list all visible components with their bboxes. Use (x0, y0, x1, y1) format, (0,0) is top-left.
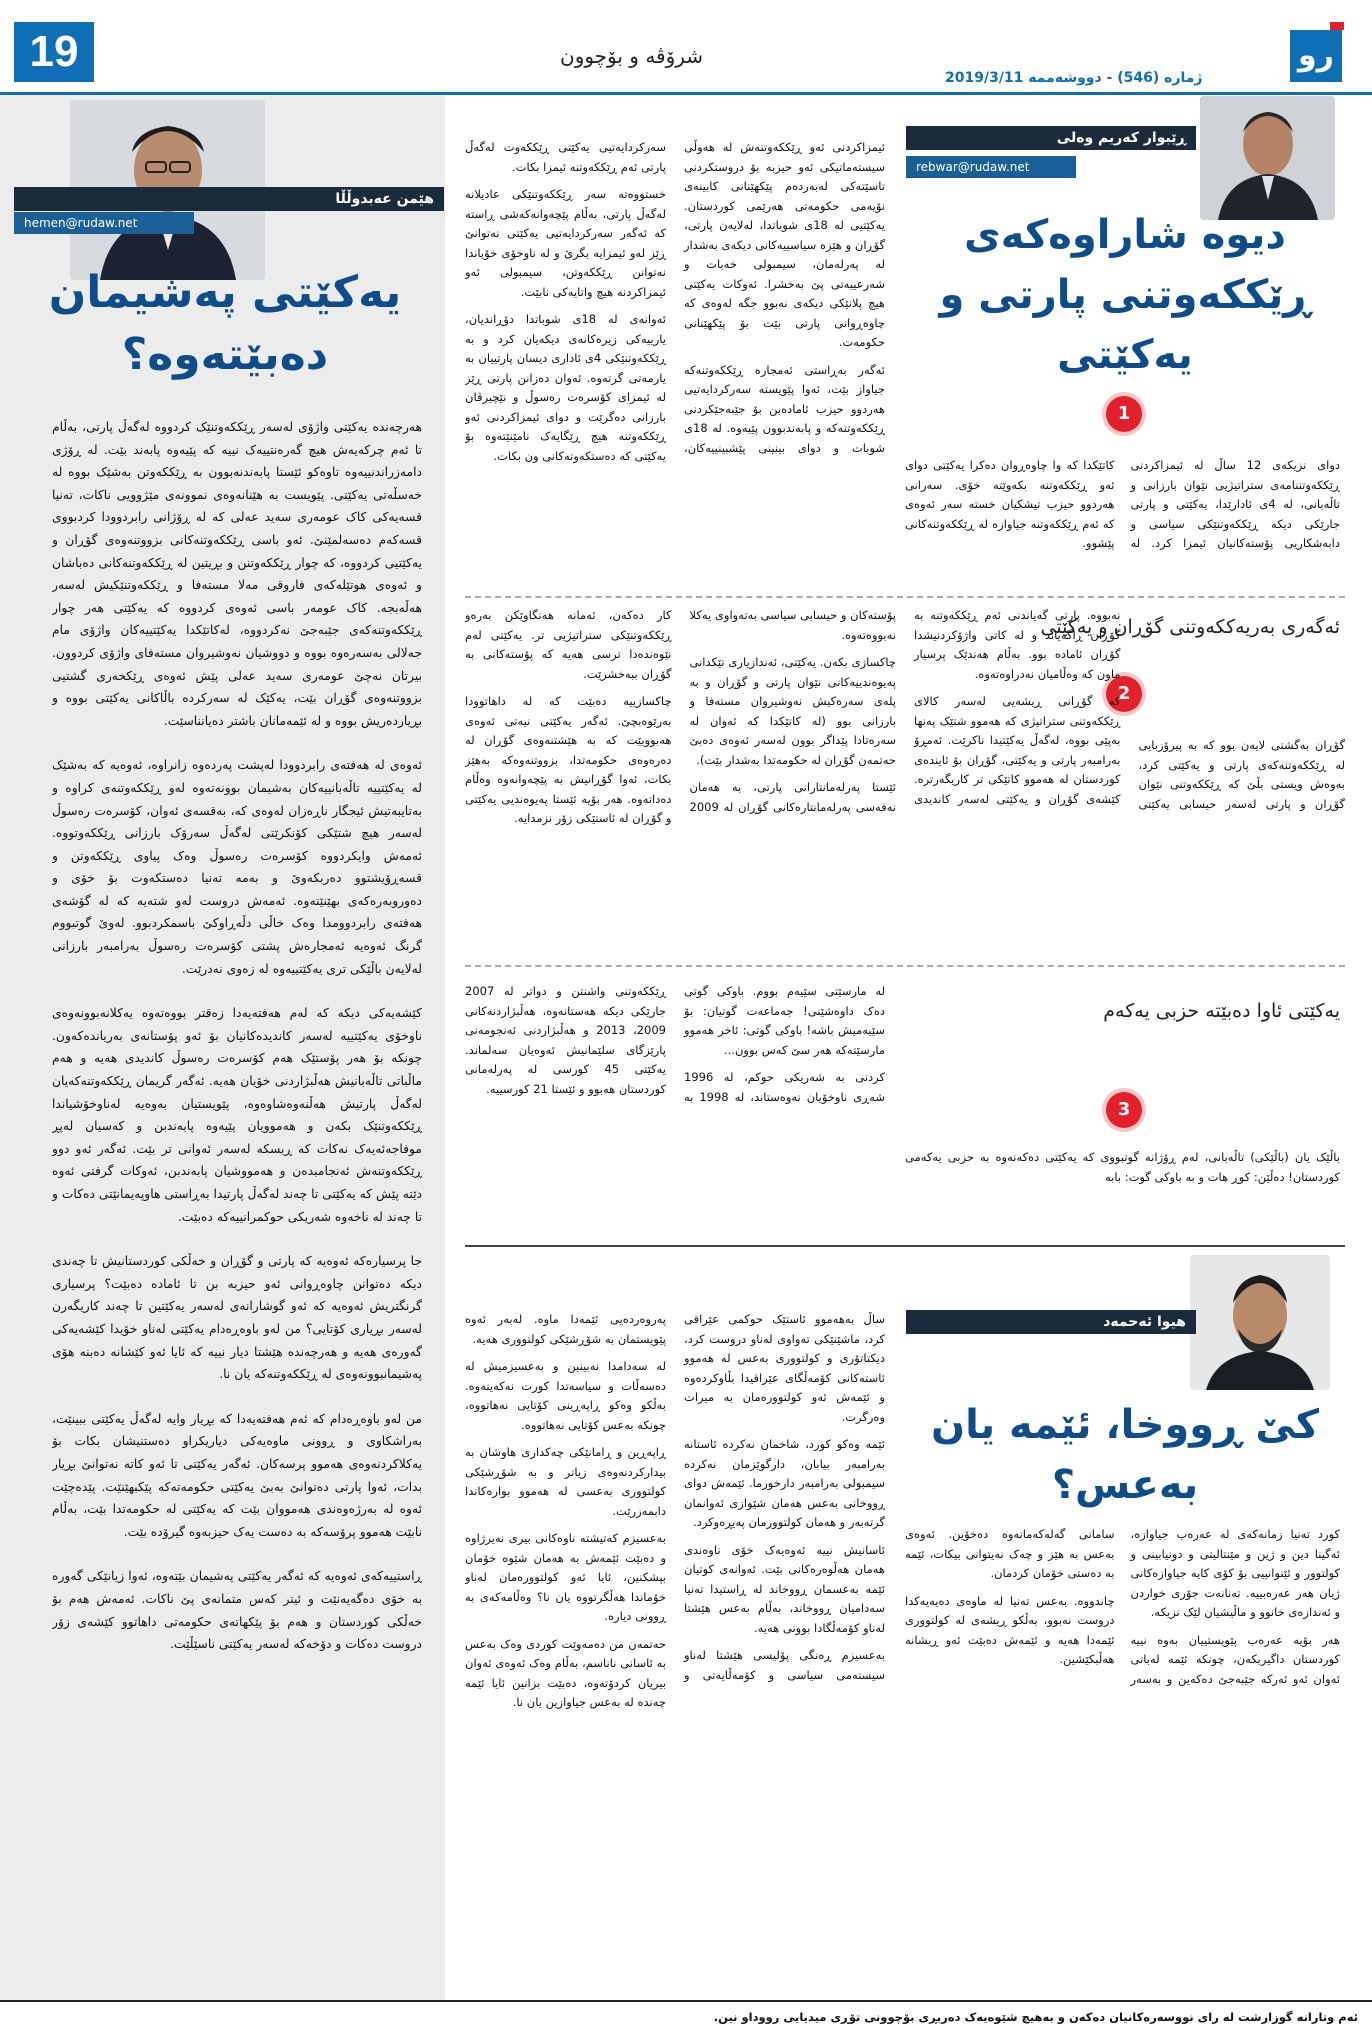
page-footer: ئەم وتارانە گوزارشت لە رای نووسەرەکانیان دەکەن و بەهیچ شێوەیەک دەربڕی بۆچوونی تۆڕی میدیایی رووداو نین. (0, 2000, 1372, 2034)
section-rule (465, 1245, 1345, 1247)
paragraph: هەرچەندە یەکێتی واژۆی لەسەر ڕێککەوتنێک کردووە لەگەڵ پارتی، بەڵام تا ئەم چرکەیەش هیچ گەرەنتییەک نییە کە پێیەوە پابەند بێت. لە ڕۆژی دامەزراندنییەوە تاوەکو ئێستا پابەندنەبوون بە ڕێککەوتن بەشێک بووە لە خەسڵەتی یەکێتی. پێویست بە هێنانەوەی نموونەی مێژوویی ناکات، تەنیا قسەیەکی کاک عومەری سەید عەلی کە لە ڕۆژانی رابردوودا کردبووی قسەکەم دەسەلمێنێ. ئەو باسی ڕێککەوتنەکانی بزووتنەوەی گۆڕان و یەکێتیی کردووە، کە چوار ڕێککەوتنن و بڕیتین لە ڕێککەوتنەکانی دەباشان و ئەوەی هوتێلەکەی فاروقی مەلا مستەفا و ڕێککەوتنێکیش لەسەر هەڵەبجە. کاک عومەر باسی ئەوەی کردووە کە یەکێتی هەر چوار ڕێککەوتنەکەی جێبەجێ نەکردووە، لەکاتێکدا یەکێتییەکان واژۆی مام جەلالی بەسەرەوە بووە و دووشیان نەوشیروان مستەفای واژۆی کردوون. بیرتان نەچێ عومەری سەید عەلی پێش ئەوەی ڕێکخەری گشتیی بزووتنەوەی گۆڕان بێت، یەکێک لە سەرکردە باڵاکانی یەکێتی بووە و بڕیاردەریش بووە و لە ئێمەمانان باشتر دەیانناسێت. (52, 420, 422, 728)
person-silhouette-icon (1190, 1255, 1330, 1390)
paragraph: گۆڕان بەگشتی لایەن بوو کە بە پیرۆزبایی لە ڕێککەوتنەکەی پارتی و یەکێتی کرد، بەوەش ویستی بڵێ کە ڕێککەوتنی نێوان گۆڕان و پارتی لەسەر حیسابی یەکێتی نەبووە. پارتی گەیاندنی ئەم ڕێککەوتنە بە گۆڕان ڕاگەیاند و لە کاتی واژۆکردنیشدا گۆڕان ئامادە بوو. بەڵام هەندێک پرسیار ماون کە وەڵامیان نەدراوەتەوە. (914, 608, 1345, 811)
paragraph: کردنی بە شەریکی حوکم، لە 1996 شەڕی ناوخۆیان نەوەستاند، لە 1998 بە ڕێککەوتنی واشنتن و دواتر لە 2007 جارێکی دیکە هەستانەوە، هەڵبژاردنەکانی 2009، 2013 و هەڵبژاردنی ئەنجومەنی پارێزگای سلێمانیش ئەوەیان سەلماند. یەکێتی 45 کورسی لە پەرلەمانی کوردستان هەبوو و ئێستا 21 کورسییە. (465, 984, 885, 1104)
paragraph: دوای نزیکەی 12 ساڵ لە ئیمزاکردنی ڕێککەوتننامەی ستراتیژیی نێوان بارزانی و تاڵەبانی، لە 4ی ئادارێدا، یەکێتی و پارتی جارێکی دیکە ڕێککەوتنێکی سیاسی و دابەشکاریی پۆستەکانیان ئیمزا کرد. لە کاتێکدا کە وا چاوەڕوان دەکرا یەکێتی دوای ئەو ڕێککەوتنە بکەوێتە خۆی. سەرانی هەردوو حیزب تیشکیان خستە سەر ئەوەی کە ئەم ڕێککەوتنە جیاوازە لە ڕێککەوتنەکانی پێشوو. (905, 458, 1340, 550)
rudaw-logo: رو (1290, 30, 1342, 82)
paragraph: جا پرسیارەکە ئەوەیە کە پارتی و گۆڕان و خەڵکی کوردستانیش تا چەندی دیکە دەتوانن چاوەڕوانی ئەو حیزبە بن تا ئامادە دەبێت؟ پرسیاری گرنگتریش ئەوەیە کە ئەو گوشارانەی لەسەر یەکێتین تا چەند کاریگەرن لەسەر بڕیاری کۆتایی؟ من لەو باوەڕەدام یەکێتی لەناو خۆیدا کێشەیەکی گەورەی هەیە و هەرچەندە هێشتا دیار نییە کە ئایا ئەو کێشانە دەبنە هۆی پەشیمانبوونەوەی لە ڕێککەوتنەکە یان نا. (52, 1254, 422, 1382)
section-number-2: 2 (1106, 676, 1142, 712)
paragraph: لە سەدامدا نەبینین و بەعسیزمیش لە دەسەڵات و سیاسەتدا کورت نەکەینەوە. بەڵکو وەکو ڕاپەڕینی کۆتایی نەهاتووە، چونکە بەعس کۆتایی نەهاتووە. (465, 1359, 666, 1432)
paragraph: حەتمەن من دەمەوێت کوردی وەک بەعس بە ئاسانی ناناسم، بەڵام وەک ئەوەی ئەوان بیریان کردۆتەوە، دەبێت بزانین ئایا ئێمە چەندە لە بەعس جیاوازین یان نا. (465, 1636, 666, 1709)
paragraph: ئەوانەی لە 18ی شوباتدا دۆڕاندیان، یارییەکی زیرەکانەی دیکەیان کرد و بە ڕێککەوتنێکی 4ی ئاداری دیسان پارتییان بە یارمەتی گرتەوە. ئەوان دەزانن پارتی ڕێز لە ئیمزای کۆسرەت رەسوڵ و نێچیرڤان بارزانی دەگرێت و دوای ئیمزاکردنی ئەو ڕێککەوتنە هیچ ڕێگایەک نامێنێتەوە بۆ یەکێتی کە دەستکەوتەکانی ون بکات. (465, 312, 666, 463)
author-name: هێمن عەبدوڵڵا (335, 191, 434, 207)
paragraph: ئێستا پەرلەمانتارانی پارتی، بە هەمان نەفەسی پەرلەمانتارەکانی گۆڕان لە 2009 کار دەکەن، ئەمانە هەنگاوێکن بەرەو ڕێککەوتنێکی ستراتیژیی تر. یەکێتی لەم نێوەندەدا ترسی هەیە کە پۆستەکانی بە گۆڕان ببەخشرێت. (465, 608, 896, 814)
author-photo-rebwar (1200, 96, 1335, 220)
section-number-3: 3 (1106, 1092, 1142, 1128)
bottom-article-col-left (465, 1310, 885, 1985)
paragraph: ئەگەر بەڕاستی ئەمجارە ڕێککەوتنەکە جیاواز بێت، ئەوا پێویستە سەرکردایەتیی هەردوو حیزب ئامادەبن بۆ جێبەجێکردنی ڕێککەوتنەکە و پابەندبوون پێیەوە. لە 18ی شوبات و دوای بینینی پێشبینییەکان، سەرکردایەتیی یەکێتی ڕێککەوت لەگەڵ پارتی ئەم ڕێککەوتنە ئیمزا بکات. (465, 140, 885, 455)
section-3-intro (905, 1148, 1340, 1188)
paragraph: ئیمزاکردنی ئەو ڕێککەوتنەش لە هەوڵی سیستەماتیکی ئەو حیزبە بۆ دروستکردنی تاسێتەکی لەبەردەم پێکهێنانی کابینەی نۆیەمی حکومەتی هەرێمی کوردستان. یەکێتیی لە 18ی شوباتدا، لەلایەن پارتی، گۆڕان و هێزە سیاسییەکانی دیکەی بەشدار لە پەرلەمان، سیمبولی خەبات و شەرعییەتی پێ بەخشرا. ئەوکات یەکێتی هیچ پلانێکی دیکەی نەبوو جگە لەوەی کە چاوەڕوانی پارتی بێت بۆ پێکهێنانی حکومەت. (684, 140, 885, 349)
author-name: ڕێبوار کەریم وەلی (1056, 130, 1186, 146)
section-number-1: 1 (1106, 396, 1142, 432)
issue-info: ژمارە (546) - دووشەممە 2019/3/11 (945, 70, 1203, 86)
main-article-title: دیوە شاراوەکەی ڕێککەوتنی پارتی و یەکێتی (939, 212, 1311, 378)
section-2-body (465, 606, 1345, 951)
paragraph: خستووەتە سەر ڕێککەوتنێکی عادیلانە لەگەڵ پارتی، بەڵام پێچەوانەکەشی ڕاستە کە ئەگەر سەرکردایەتیی یەکێتی نەتوانێ ڕێز لەو ئیمزایە بگرێ و لە ناوخۆی خۆیاندا نەتوانن ڕێککەوتن، سیمبولی ئەو ئیمزاکردنە هیچ واتایەکی نابێت. (465, 187, 666, 299)
logo-accent (1330, 22, 1344, 30)
paragraph: من لەو باوەڕەدام کە ئەم هەفتەیەدا کە بڕیار وایە لەگەڵ یەکێتی ببینێت، بەراشکاوی و ڕوونی ماوەیەکی دیاریکراو دەستنیشان بکات بۆ یەکلاکردنەوەی هەموو پرسەکان. ئەگەر یەکێتی تا ئەو کاتە نەتوانێ بڕیار بدات، ئەوا پارتی دەتوانێ بەبێ یەکێتی حکومەتەکە پێکبهێنێت. پێدەچێت ئەوە لە بەرژەوەندی هەمووان بێت کە یەکێتی لە حکومەتدا بێت، بەڵام نابێت هەموو پرۆسەکە بە دەست یەک حیزبەوە گیرۆدە بێت. (52, 1411, 422, 1539)
page-number: 19 (14, 22, 94, 82)
paragraph: بەعسیزم ڕەنگی پۆلیسی هێشتا لەناو سیستەمی سیاسی و کۆمەڵایەتی و پەروەردەیی ئێمەدا ماوە. لەبەر ئەوە پێویستمان بە شۆڕشێکی کولتووری هەیە. (465, 1312, 885, 1682)
divider (465, 965, 1345, 967)
paragraph: بەعسیزم کەتیشتە ناوەکانی بیری نەیرژاوە و دەبێت ئێمەش بە هەمان شێوە خۆمان بپشکنین، ئایا ئەو کولتوورەمان لەناو خۆماندا هەڵگرتووە یان نا؟ وەڵامەکەی بە ڕوونی دیارە. (465, 1531, 666, 1623)
bottom-article-col-right (905, 1525, 1340, 1985)
paragraph: کێشەیەکی دیکە کە لەم هەفتەیەدا زەقتر بووەتەوە یەکلانەبوونەوەی ناوخۆی یەکێتییە لەسەر کاندیدەکانیان بۆ ئەو پۆستانەی بەریاندەکەون. چونکە بۆ هەر پۆستێک هەم کۆسرەت رەسوڵ کاندیدی هەیە و هەم ماڵباتی تاڵەبانیش هەڵبژاردنی خۆیان هەیە. ئەگەر گریمان ڕێککەوتنەکەیان لەگەڵ پارتیش هەڵنەوەشاوەوە، پێویستیان بەوەیە لەناوخۆشیاندا ڕێککەوتنێک بکەن و هەموویان پێیەوە پابەندبن و کەسیان لەپڕ موفاجەئەیەک نەکات کە ڕیسکە لەسەر ئەوانی تر بێت. ئەگەر ئەو دوو ڕێککەوتنەش ئەنجامبدەن و هەمووشیان پابەندبن، ئەوکات گرفتی ئەوە دێتە پێش کە یەکێتی تا چەند لەگەڵ پارتیدا بەڕاستی هاوپەیمانێتی دەکات و تا چەند لە ناخەوە شەریکی حوکمرانییەکە دەبێت. (52, 1006, 422, 1224)
paragraph: ڕاپەڕین و ڕامانێکی چەکداری هاوشان بە بیدارکردنەوەی زیاتر و بە شۆڕشێکی کولتووری بەعسی لە هەموو بوارەکاندا دابمەزرێت. (465, 1445, 666, 1518)
main-article-intro (905, 456, 1340, 581)
section-3-body (465, 982, 885, 1192)
paragraph: ئێمە وەکو کورد، شاخمان نەکردە ئاستانە بەرامبەر بیابان، دارگوێزمان نەکردە سیمبولی بەرامبەر دارخورما. ئێمەش دوای ڕووخانی بەعس هەمان شێوازی ئەوانمان گرتەبەر و هەمان کولتوورمان پەیڕەوکرد. (684, 1437, 885, 1529)
section-title: شرۆڤە و بۆچوون (560, 44, 704, 68)
spacer (1139, 606, 1346, 736)
paragraph: لە مارسێتی سێیەم بووم. باوکی گوتی دەک داوەشێنی! جەماعەت گوتیان: بۆ سێیەمیش باشە! باوکی گوتی: ئاخر هەموو مارسێتەکە هەر سێ کەس بوون... (684, 984, 885, 1057)
paragraph: چاکسازی بکەن. یەکێتی، ئەندازیاری تێکدانی پەیوەندییەکانی نێوان پارتی و گۆڕان و بە پلەی سەرەکیش نەوشیروان مستەفا و بارزانی بوو (لە کاتێکدا کە ئەوان لە سەرەتادا پێداگر بوون لەسەر ئەوەی دەبێ حەتمەن گۆڕان لە حکومەتدا بەشدار بێت). (689, 655, 896, 767)
paragraph: ساڵ بەهەموو ئاستێک حوکمی عێراقی کرد، ماشێنێکی تەواوی لەناو دروست کرد، دیکتاتۆری و کولتووری بەعس لە هەموو ئاستەکانی کۆمەڵگای عێراقیدا بڵاوکردەوە و ئێمەش ئەو کولتوورەمان بە میرات وەرگرت. (684, 1312, 885, 1424)
section-2-heading: ئەگەری بەریەککەوتنی گۆڕان و یەکێتی (1040, 616, 1340, 638)
paragraph: چاندووە. بەعس تەنیا لە ماوەی دەیەیەکدا دروست نەبوو، بەڵکو ڕیشەی لە کولتووری ئێمەدا هەیە و ئێمەش دەبێت ئەو ڕیشانە هەڵبکێشین. (905, 1593, 1115, 1666)
author-email-rebwar[interactable]: rebwar@rudaw.net (906, 156, 1076, 178)
paragraph: ئاسانیش نییە ئەوەیەک خۆی ناوەندی هەمان هەڵوەرەکانی بێت. ئەوانەی کوتیان ئێمە بەعسمان ڕووخاند لە ڕاستیدا تەنیا سەدامیان ڕووخاند، بەڵام بەعس هێشتا لەناو کۆمەڵگادا بوونی هەیە. (684, 1542, 885, 1635)
paragraph: چاکسازییە دەبێت کە لە داهاتوودا بەرێوەبچێ. ئەگەر یەکێتی نیەتی ئەوەی هەبووبێت کە بە هێشتنەوەی گۆڕان لە دەرەوەی حکومەتدا، بزووتنەوەکە بەهێز بکات، ئەوا گۆڕانیش بە پێچەوانەوە وەڵام دەداتەوە. هەر بۆیە ئێستا پەیوەندیی یەکێتی و گۆڕان لە ئاستێکی زۆر نزمدایە. (465, 694, 672, 825)
paragraph: ئەوەی لە هەفتەی رابردوودا لەپشت پەردەوە زانراوە، ئەوەیە کە بەشێک لە یەکێتییە تاڵەبانییەکان بەشیمان بوونەتەوە لەو ڕێککەوتنەی کراوە و بەتایبەتیش ئیجگار ناڕەزان لەوەی کە، بەقسەی ئەوان، کۆسرەت رەسوڵ لەسەر هیچ شتێکی کۆنکرێتی لەگەڵ سەرۆک بارزانی ڕێککەوتووە. ئەمەش وایکردووە کۆسرەت رەسوڵ وەک پیاوی ڕێککەوتن و قسەڕۆیشتوو دەربکەوێ و بەمە تەنیا دەستکەوت بۆ خۆی و دەوروبەرەکەی بهێنێتەوە. ئەمەش دروست لەو شتەیە کە لە گۆشەی هەفتەی رابردوومدا وەک خاڵی دڵەڕاوکێ باسمکردبوو. لەوێ گوتبووم گرنگ ئەوەیە ئەمجارەش پشتی کۆسرەت رەسوڵ بەرامبەر بارزانی لەلایەن باڵێکی تری یەکێتییەوە لە زەوی نەدرێت. (52, 758, 422, 976)
paragraph: کورد تەنیا زمانەکەی لە عەرەب جیاوازە، ئەگینا دین و ژین و مێنتالیتی و دونیابینی و کولتوور و ئێنوانییی بۆ کۆی کایە جیاوازەکانی ژیان هەر عەرەبییە. تەنانەت جۆری خواردن و ئەندازەی خانوو و ماڵیشیان لێک نزیکە. (1130, 1527, 1340, 1619)
left-article-body (52, 416, 422, 1986)
divider (465, 596, 1345, 598)
paragraph: هەر بۆیە عەرەب پێویستییان بەوە نییە کوردستان داگیربکەن، چونکە ئێمە لەباتی ئەوان ئەو ئەرکە جێبەجێ دەکەین و بەسەر سامانی گەلەکەمانەوە دەخۆین. ئەوەی بەعس بە هێز و چەک نەیتوانی بیکات، ئێمە بە دەستی خۆمان کردمان. (905, 1527, 1340, 1686)
author-bar-hiwa (906, 1310, 1196, 1334)
author-bar-rebwar (906, 126, 1196, 150)
author-photo-hiwa (1190, 1255, 1330, 1390)
section-3-heading: یەکێتی ئاوا دەبێتە حزبی یەکەم (1103, 1000, 1340, 1022)
author-name: هیوا ئەحمەد (1103, 1314, 1186, 1330)
author-bar-hemen (14, 187, 444, 211)
paragraph: باڵێک یان (باڵێکی) تاڵەبانی، لەم ڕۆژانە گوتبووی کە یەکێتی دەکەنەوە بە حزبی یەکەمی کوردستان! دەڵێن: کوڕ هات و بە باوکی گوت: بابە (905, 1150, 1340, 1184)
left-article-title: یەکێتی پەشیمان دەبێتەوە؟ (48, 267, 402, 380)
person-silhouette-icon (1200, 96, 1335, 220)
author-email-hemen[interactable]: hemen@rudaw.net (14, 212, 194, 234)
paragraph: کە گۆڕانی ڕیشەیی لەسەر کالای ڕێککەوتنی ستراتیژی کە هەموو شتێک پەنها بەپێی بووە، لەگەڵ یەکێتیدا ناکرێت. ئەمڕۆ بەرامبەر پارتی و یەکێتی، گۆڕان بۆ ئایندەی کوردستان لە هەموو کاتێکی تر کاریگەرترە. کێشەی گۆڕان و یەکێتی لەسەر کاندیدی پۆستەکان و حیسابی سیاسی بەتەواوی یەکلا نەبووەتەوە. (689, 608, 1121, 806)
main-article-col-right (465, 138, 885, 583)
paragraph: ڕاستییەکەی ئەوەیە کە ئەگەر یەکێتی پەشیمان بێتەوە، ئەوا زیانێکی گەورە بە خۆی دەگەیەنێت و ئیتر کەس متمانەی پێ ناکات. ئەمەش هەم بۆ خەڵکی کوردستان و هەم بۆ پێکهاتەی حکومەتی داهاتوو کێشەی زۆر دروست دەکات و دۆخەکە لەسەر یەکێتی ناسێڵێت. (52, 1569, 422, 1652)
bottom-article-title: کێ ڕووخا، ئێمە یان بەعس؟ (930, 1402, 1320, 1508)
